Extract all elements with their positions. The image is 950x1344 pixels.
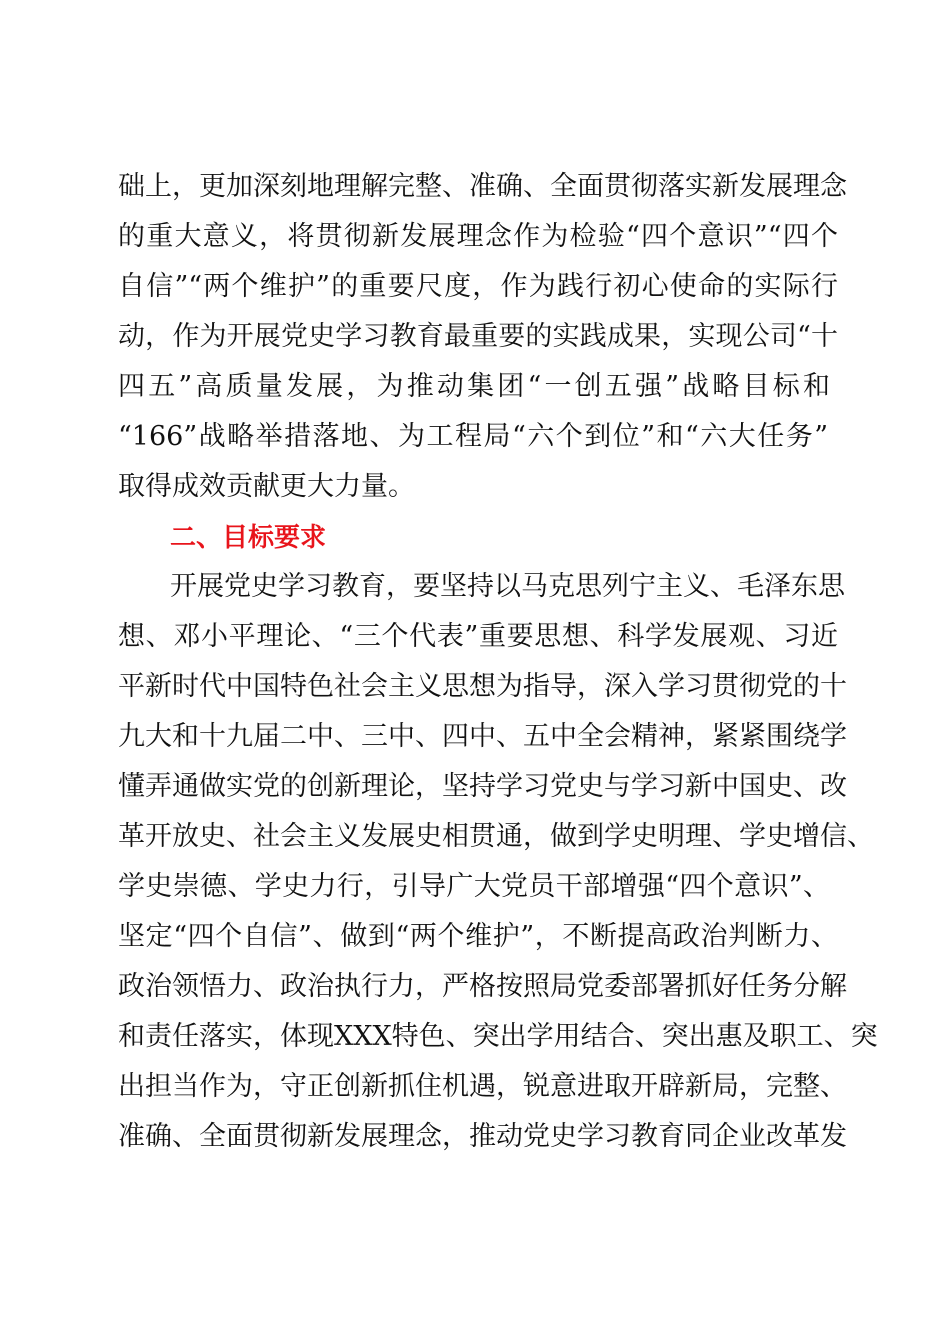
paragraph-line: 出担当作为，守正创新抓住机遇，锐意进取开辟新局，完整、 [118, 1071, 847, 1102]
section-heading: 二、目标要求 [170, 523, 327, 553]
paragraph-line: “166”战略举措落地、为工程局“六个到位”和“六大任务” [118, 421, 828, 452]
paragraph-line: 政治领悟力、政治执行力，严格按照局党委部署抓好任务分解 [118, 971, 847, 1002]
paragraph-line: 学史崇德、学史力行，引导广大党员干部增强“四个意识”、 [118, 871, 830, 902]
paragraph-line: 自信”“两个维护”的重要尺度，作为践行初心使命的实际行 [118, 271, 838, 302]
paragraph-line: 准确、全面贯彻新发展理念，推动党史学习教育同企业改革发 [118, 1121, 847, 1152]
paragraph-line: 革开放史、社会主义发展史相贯通，做到学史明理、学史增信、 [118, 821, 874, 852]
paragraph-line: 开展党史学习教育，要坚持以马克思列宁主义、毛泽东思 [170, 571, 845, 602]
paragraph-line: 取得成效贡献更大力量。 [118, 471, 415, 502]
paragraph-line: 坚定“四个自信”、做到“两个维护”，不断提高政治判断力、 [118, 921, 838, 952]
paragraph-line: 想、邓小平理论、“三个代表”重要思想、科学发展观、习近 [118, 621, 838, 652]
paragraph-line: 平新时代中国特色社会主义思想为指导，深入学习贯彻党的十 [118, 671, 847, 702]
paragraph-line: 础上，更加深刻地理解完整、准确、全面贯彻落实新发展理念 [118, 171, 847, 202]
paragraph-line: 动，作为开展党史学习教育最重要的实践成果，实现公司“十 [118, 321, 838, 352]
paragraph-line: 的重大意义，将贯彻新发展理念作为检验“四个意识”“四个 [118, 221, 838, 252]
paragraph-line: 和责任落实，体现XXX特色、突出学用结合、突出惠及职工、突 [118, 1021, 878, 1052]
paragraph-line: 四五”高质量发展，为推动集团“一创五强”战略目标和 [118, 371, 830, 402]
paragraph-line: 九大和十九届二中、三中、四中、五中全会精神，紧紧围绕学 [118, 721, 847, 752]
paragraph-line: 懂弄通做实党的创新理论，坚持学习党史与学习新中国史、改 [118, 771, 847, 802]
